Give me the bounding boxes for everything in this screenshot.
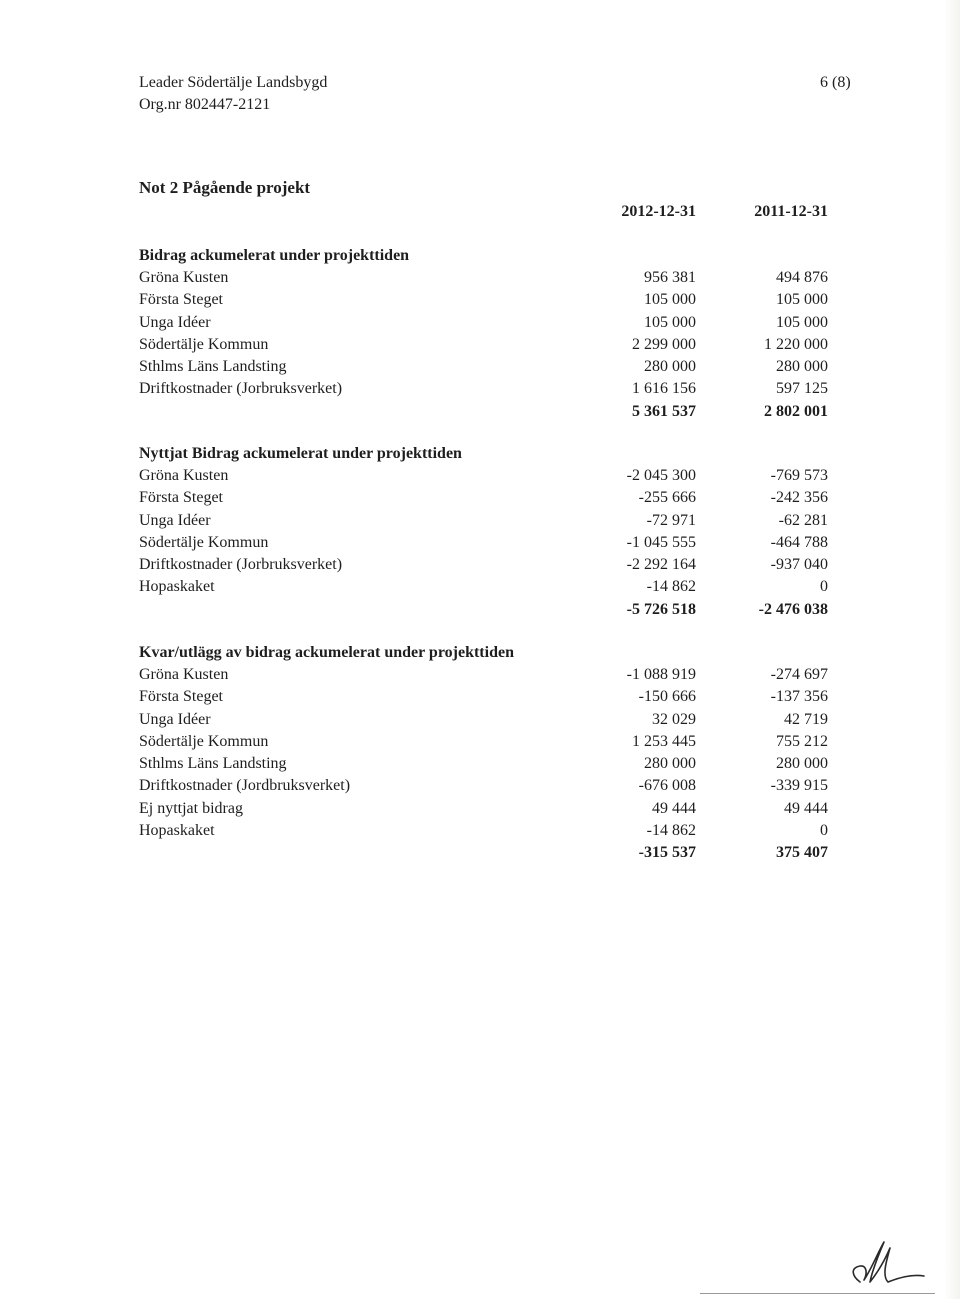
table-row [139, 731, 839, 753]
table-row [139, 289, 839, 311]
value-2011: -62 281 [778, 511, 828, 529]
total-2011: 375 407 [776, 844, 828, 862]
total-2012: -5 726 518 [626, 600, 696, 618]
org-number: Org.nr 802447-2121 [139, 96, 271, 113]
row-label: Första Steget [139, 291, 223, 309]
value-2011: -242 356 [770, 489, 828, 507]
value-2012: -255 666 [638, 489, 696, 507]
value-2012: -2 292 164 [626, 556, 696, 574]
value-2012: -150 666 [638, 688, 696, 706]
value-2012: -72 971 [646, 511, 696, 529]
value-2012: 32 029 [652, 710, 696, 728]
signature-initials [838, 1238, 928, 1288]
page-number: 6 (8) [820, 74, 851, 91]
value-2012: 280 000 [644, 755, 696, 773]
value-2011: -769 573 [770, 467, 828, 484]
total-row [139, 401, 839, 423]
total-2012: -315 537 [638, 844, 696, 862]
row-label: Gröna Kusten [139, 666, 229, 683]
total-row [139, 842, 839, 864]
value-2012: -1 045 555 [626, 533, 696, 551]
row-label: Södertälje Kommun [139, 335, 269, 353]
table-row [139, 664, 839, 686]
table-row [139, 334, 839, 356]
value-2012: -676 008 [638, 777, 696, 795]
row-label: Ej nyttjat bidrag [139, 799, 243, 817]
column-header-2011: 2011-12-31 [754, 203, 828, 220]
value-2012: -2 045 300 [626, 467, 696, 484]
row-label: Unga Idéer [139, 511, 211, 529]
row-label: Sthlms Läns Landsting [139, 358, 287, 376]
bottom-rule [700, 1293, 935, 1294]
table-row [139, 686, 839, 708]
value-2011: 49 444 [784, 799, 828, 817]
table-row [139, 356, 839, 378]
value-2012: 280 000 [644, 358, 696, 376]
value-2011: 494 876 [776, 269, 828, 286]
table-row [139, 554, 839, 576]
total-2011: -2 476 038 [758, 600, 828, 618]
row-label: Första Steget [139, 489, 223, 507]
row-label: Sthlms Läns Landsting [139, 755, 287, 773]
row-label: Hopaskaket [139, 822, 215, 840]
row-label: Gröna Kusten [139, 467, 229, 484]
row-label: Driftkostnader (Jorbruksverket) [139, 380, 343, 398]
table-row [139, 312, 839, 334]
org-name: Leader Södertälje Landsbygd [139, 74, 328, 91]
value-2011: 105 000 [776, 313, 828, 331]
row-label: Unga Idéer [139, 710, 211, 728]
value-2011: -274 697 [770, 666, 828, 683]
value-2012: 49 444 [652, 799, 696, 817]
total-2012: 5 361 537 [632, 402, 696, 420]
section-nyttjat-bidrag [139, 443, 839, 621]
value-2011: 105 000 [776, 291, 828, 309]
value-2011: 280 000 [776, 358, 828, 376]
row-label: Gröna Kusten [139, 269, 229, 286]
row-label: Driftkostnader (Jordbruksverket) [139, 777, 351, 795]
value-2011: 1 220 000 [764, 335, 828, 353]
section-title: Bidrag ackumelerat under projekttiden [139, 247, 410, 264]
scan-edge [944, 0, 960, 1299]
value-2011: 755 212 [776, 732, 828, 750]
value-2012: 1 616 156 [632, 380, 696, 398]
value-2011: 597 125 [776, 380, 828, 398]
table-row [139, 465, 839, 487]
value-2011: 0 [820, 822, 828, 840]
value-2011: -339 915 [770, 777, 828, 795]
row-label: Första Steget [139, 688, 223, 706]
table-row [139, 820, 839, 842]
section-title: Kvar/utlägg av bidrag ackumelerat under projekttiden [139, 644, 514, 661]
value-2012: 1 253 445 [632, 732, 696, 750]
value-2012: -14 862 [646, 578, 696, 596]
value-2011: -137 356 [770, 688, 828, 706]
row-label: Södertälje Kommun [139, 533, 269, 551]
value-2012: -1 088 919 [626, 666, 696, 683]
value-2012: 956 381 [644, 269, 696, 286]
table-row [139, 775, 839, 797]
note-title: Not 2 Pågående projekt [139, 178, 311, 197]
value-2011: 0 [820, 578, 828, 596]
table-row [139, 576, 839, 598]
total-2011: 2 802 001 [764, 402, 828, 420]
value-2012: 105 000 [644, 313, 696, 331]
value-2011: -464 788 [770, 533, 828, 551]
column-header-2012: 2012-12-31 [621, 203, 696, 220]
row-label: Södertälje Kommun [139, 732, 269, 750]
table-row [139, 487, 839, 509]
table-row [139, 753, 839, 775]
row-label: Hopaskaket [139, 578, 215, 596]
value-2012: 105 000 [644, 291, 696, 309]
value-2011: 42 719 [784, 710, 828, 728]
section-title: Nyttjat Bidrag ackumelerat under projekttiden [139, 445, 462, 462]
table-row [139, 267, 839, 289]
value-2012: 2 299 000 [632, 335, 696, 353]
total-row [139, 599, 839, 621]
value-2011: 280 000 [776, 755, 828, 773]
table-row [139, 378, 839, 400]
table-row [139, 510, 839, 532]
row-label: Unga Idéer [139, 313, 211, 331]
table-row [139, 532, 839, 554]
row-label: Driftkostnader (Jorbruksverket) [139, 556, 343, 574]
value-2011: -937 040 [770, 556, 828, 574]
section-kvar-utlagg [139, 642, 839, 865]
table-row [139, 798, 839, 820]
value-2012: -14 862 [646, 822, 696, 840]
document-header [139, 72, 327, 116]
section-bidrag [139, 245, 839, 423]
table-row [139, 709, 839, 731]
